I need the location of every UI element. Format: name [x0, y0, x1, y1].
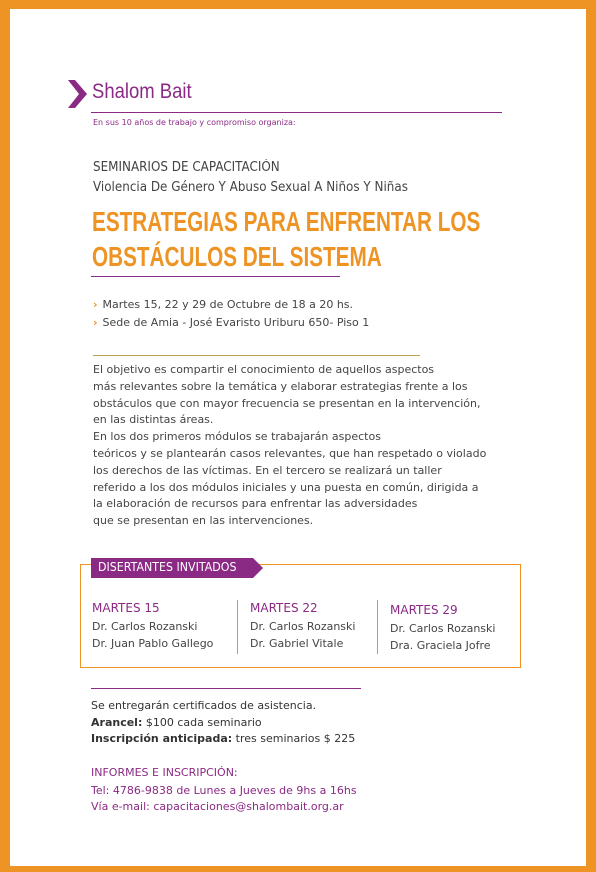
early-registration-label: Inscripción anticipada:: [91, 732, 233, 745]
headline-divider: [91, 276, 340, 277]
early-registration-line: [91, 731, 355, 748]
brand-name: Shalom Bait: [92, 80, 192, 103]
registration-info: [91, 698, 355, 748]
description-line: El objetivo es compartir el conocimiento de aquellos aspectos: [93, 363, 435, 376]
certificates-text: Se entregarán certificados de asistencia.: [91, 699, 317, 712]
brand-tagline: En sus 10 años de trabajo y compromiso organiza:: [93, 118, 296, 127]
dates-item: [93, 296, 369, 314]
headline-line-2: OBSTÁCULOS DEL SISTEMA: [92, 241, 382, 272]
fee-label: Arancel:: [91, 715, 143, 729]
chevron-right-icon: ›: [93, 298, 98, 311]
description-line: que se presentan en las intervenciones.: [93, 514, 314, 528]
speaker-name: Dr. Carlos Rozanski: [250, 620, 356, 633]
speaker-session-2: [250, 600, 355, 652]
description: [93, 362, 513, 530]
description-line: referido a los dos módulos iniciales y una puesta en común, dirigida a: [93, 480, 479, 494]
contact-info: [91, 765, 357, 816]
description-line: En los dos primeros módulos se trabajarán aspectos: [93, 430, 381, 444]
description-line: teóricos y se plantearán casos relevantes, que han respetado o violado: [93, 446, 487, 460]
seminar-subtitle: Violencia De Género Y Abuso Sexual A Niños Y Niñas: [93, 180, 408, 195]
info-divider: [91, 688, 361, 689]
description-line: los derechos de las víctimas. En el tercero se realizará un taller: [93, 463, 442, 477]
description-line: la elaboración de recursos para enfrentar las adversidades: [93, 497, 418, 511]
chevron-right-icon: ›: [93, 316, 98, 329]
column-divider: [237, 600, 238, 654]
dates-text: Martes 15, 22 y 29 de Octubre de 18 a 20 hs.: [102, 298, 354, 311]
description-divider: [93, 355, 420, 356]
speaker-name: Dr. Carlos Rozanski: [92, 620, 198, 633]
description-line: en las distintas áreas.: [93, 413, 214, 427]
session-day: MARTES 15: [92, 601, 160, 615]
fee-line: [91, 715, 355, 732]
fee-value: $100 cada seminario: [142, 715, 262, 729]
logo-chevron-icon: [68, 80, 88, 108]
contact-email[interactable]: Vía e-mail: capacitaciones@shalombait.org.ar: [91, 800, 344, 813]
seminar-headline: [92, 204, 480, 274]
headline-line-1: ESTRATEGIAS PARA ENFRENTAR LOS: [92, 206, 481, 237]
early-registration-value: tres seminarios $ 225: [232, 732, 356, 745]
session-day: MARTES 29: [390, 603, 458, 617]
description-line: más relevantes sobre la temática y elaborar estrategias frente a los: [93, 379, 468, 393]
speaker-name: Dra. Graciela Jofre: [390, 639, 491, 652]
contact-phone: Tel: 4786-9838 de Lunes a Jueves de 9hs a 16hs: [91, 783, 357, 797]
session-day: MARTES 22: [250, 601, 318, 615]
speaker-name: Dr. Juan Pablo Gallego: [92, 637, 214, 650]
speaker-session-3: [390, 602, 495, 654]
seminar-kicker: SEMINARIOS DE CAPACITACIÓN: [93, 160, 280, 175]
speaker-name: Dr. Carlos Rozanski: [390, 622, 496, 635]
speakers-title: DISERTANTES INVITADOS: [98, 560, 237, 574]
speaker-name: Dr. Gabriel Vitale: [250, 637, 344, 650]
column-divider: [377, 600, 378, 654]
venue-item: [93, 314, 369, 332]
venue-text: Sede de Amia - José Evaristo Uriburu 650- Piso 1: [102, 316, 370, 329]
description-line: obstáculos que con mayor frecuencia se presentan en la intervención,: [93, 396, 481, 410]
event-details: [93, 296, 369, 332]
speaker-session-1: [92, 600, 213, 652]
contact-title: INFORMES E INSCRIPCIÓN:: [91, 766, 238, 779]
logo-divider: [91, 112, 502, 113]
